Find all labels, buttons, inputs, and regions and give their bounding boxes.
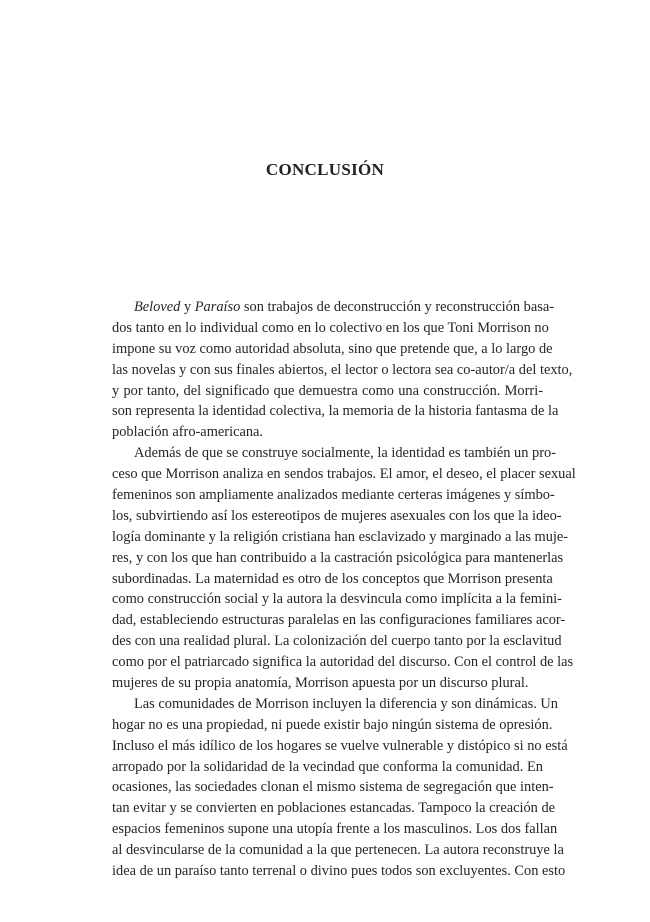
paragraph-2-line: logía dominante y la religión cristiana han esclavizado y marginado a las muje-: [112, 528, 569, 545]
paragraph-2-line: femeninos son ampliamente analizados mediante certeras imágenes y símbo-: [112, 487, 555, 504]
line-text: son trabajos de deconstrucción y reconstrucción basa-: [240, 299, 554, 315]
paragraph-2-line: subordinadas. La maternidad es otro de los conceptos que Morrison presenta: [112, 570, 553, 587]
paragraph-2-line: ceso que Morrison analiza en sendos trabajos. El amor, el deseo, el placer sexual: [112, 466, 576, 483]
chapter-title: CONCLUSIÓN: [265, 160, 385, 179]
paragraph-2-line: mujeres de su propia anatomía, Morrison apuesta por un discurso plural.: [112, 675, 529, 692]
body-text: [112, 297, 576, 882]
paragraph-3-line: hogar no es una propiedad, ni puede existir bajo ningún sistema de opresión.: [112, 716, 553, 733]
paragraph-1-line-1: [112, 297, 554, 318]
paragraph-3-line: tan evitar y se convierten en poblaciones estancadas. Tampoco la creación de: [112, 800, 556, 817]
paragraph-2-line: des con una realidad plural. La colonización del cuerpo tanto por la esclavitud: [112, 633, 562, 650]
line-text: y: [180, 299, 195, 315]
paragraph-1-line: población afro-americana.: [112, 424, 264, 441]
paragraph-3-line: Las comunidades de Morrison incluyen la diferencia y son dinámicas. Un: [134, 695, 559, 712]
paragraph-3-line: idea de un paraíso tanto terrenal o divino pues todos son excluyentes. Con esto: [112, 863, 566, 880]
paragraph-2-line: como por el patriarcado significa la autoridad del discurso. Con el control de las: [112, 654, 574, 671]
paragraph-3-line: espacios femeninos supone una utopía frente a los masculinos. Los dos fallan: [112, 821, 558, 838]
paragraph-1-line: las novelas y con sus finales abiertos, el lector o lectora sea co-autor/a del texto,: [112, 361, 573, 378]
paragraph-3-line: ocasiones, las sociedades clonan el mismo sistema de segregación que inten-: [112, 779, 554, 796]
paragraph-2-line: Además de que se construye socialmente, la identidad es también un pro-: [134, 445, 556, 462]
paragraph-1-line: y por tanto, del significado que demuestra como una construcción. Morri-: [112, 382, 543, 399]
paragraph-2-line: como construcción social y la autora la desvincula como implícita a la femini-: [112, 591, 562, 608]
paragraph-2-line: dad, estableciendo estructuras paralelas en las configuraciones familiares acor-: [112, 612, 566, 629]
paragraph-1-line: dos tanto en lo individual como en lo colectivo en los que Toni Morrison no: [112, 319, 549, 336]
italic-title-beloved: Beloved: [134, 299, 181, 315]
paragraph-2-line: los, subvirtiendo así los estereotipos de mujeres asexuales con los que la ideo-: [112, 507, 562, 524]
italic-title-paraiso: Paraíso: [194, 299, 241, 315]
paragraph-3-line: arropado por la solidaridad de la vecindad que conforma la comunidad. En: [112, 758, 543, 775]
paragraph-3-line: al desvincularse de la comunidad a la que pertenecen. La autora reconstruye la: [112, 842, 564, 859]
paragraph-1-line: impone su voz como autoridad absoluta, sino que pretende que, a lo largo de: [112, 340, 553, 357]
paragraph-2-line: res, y con los que han contribuido a la castración psicológica para mantenerlas: [112, 549, 564, 566]
paragraph-1-line: son representa la identidad colectiva, la memoria de la historia fantasma de la: [112, 403, 559, 420]
paragraph-3-line: Incluso el más idílico de los hogares se vuelve vulnerable y distópico si no está: [112, 737, 568, 754]
